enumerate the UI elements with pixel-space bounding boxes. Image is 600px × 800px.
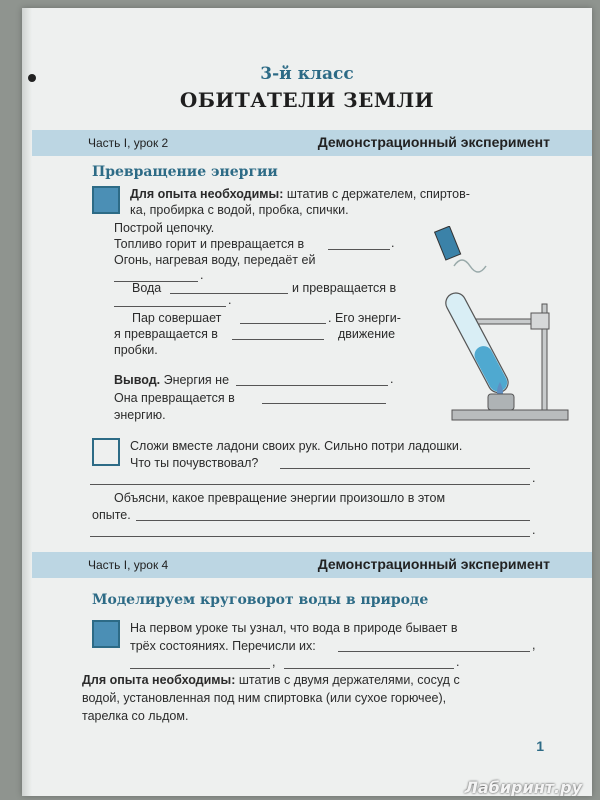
grade-label: 3-й класс bbox=[260, 64, 354, 84]
section1-needs-2: ка, пробирка с водой, пробка, спички. bbox=[130, 203, 349, 217]
section2-mark-box bbox=[92, 620, 120, 648]
explain-line-2: опыте. bbox=[92, 508, 131, 522]
chain-line-3b: и превращается в bbox=[292, 281, 397, 295]
conclusion-line-3: энергию. bbox=[114, 408, 166, 422]
section2-question-2: трёх состояниях. Перечисли их: bbox=[130, 639, 316, 653]
apparatus-illustration bbox=[404, 226, 570, 424]
chain-line-5b: движение bbox=[338, 327, 396, 341]
section2-question-1: На первом уроке ты узнал, что вода в природе бывает в bbox=[130, 621, 458, 635]
task-mark-box[interactable] bbox=[92, 438, 120, 466]
page-spine bbox=[22, 8, 32, 796]
answer-line-6[interactable] bbox=[232, 339, 324, 340]
test-tube bbox=[442, 289, 511, 396]
conclusion-line-1: Вывод. Энергия не bbox=[114, 373, 230, 387]
section1-title: Превращение энергии bbox=[92, 164, 278, 180]
states-answer-2[interactable] bbox=[130, 668, 270, 669]
section2-needs-1: Для опыта необходимы: штатив с двумя держателями, сосуд с bbox=[82, 673, 460, 687]
answer-line-1[interactable] bbox=[328, 249, 390, 250]
section2-title: Моделируем круговорот воды в природе bbox=[92, 592, 429, 608]
conclusion-answer-2[interactable] bbox=[262, 403, 386, 404]
explain-answer-1[interactable] bbox=[136, 520, 530, 521]
chain-line-5a: я превращается в bbox=[114, 327, 218, 341]
watermark-logo: Лабиринт.ру bbox=[464, 778, 582, 796]
states-answer-1[interactable] bbox=[338, 651, 530, 652]
conclusion-answer-1[interactable] bbox=[236, 385, 388, 386]
stand-base bbox=[452, 410, 568, 420]
chain-line-2: Огонь, нагревая воду, передаёт ей bbox=[114, 253, 316, 267]
answer-line-5[interactable] bbox=[240, 323, 326, 324]
cork-stopper bbox=[435, 226, 461, 260]
section2-kind: Демонстрационный эксперимент bbox=[317, 556, 550, 572]
task-line-2: Что ты почувствовал? bbox=[130, 456, 259, 470]
page-number: 1 bbox=[536, 738, 544, 754]
chain-line-6: пробки. bbox=[114, 343, 158, 357]
chain-line-3a: Вода bbox=[132, 281, 162, 295]
section2-band bbox=[32, 552, 592, 578]
chain-line-4b: . Его энерги- bbox=[328, 311, 401, 325]
spirit-lamp bbox=[488, 394, 514, 410]
conclusion-line-2: Она превращается в bbox=[114, 391, 235, 405]
states-answer-3[interactable] bbox=[284, 668, 454, 669]
section1-needs: Для опыта необходимы: штатив с держателем, спиртов- bbox=[130, 187, 470, 201]
section1-mark-box bbox=[92, 186, 120, 214]
task-answer-2[interactable] bbox=[90, 484, 530, 485]
stand-clamp bbox=[531, 313, 549, 329]
workbook-title: ОБИТАТЕЛИ ЗЕМЛИ bbox=[179, 88, 435, 112]
explain-answer-2[interactable] bbox=[90, 536, 530, 537]
task-line-1: Сложи вместе ладони своих рук. Сильно потри ладошки. bbox=[130, 439, 463, 453]
chain-prompt: Построй цепочку. bbox=[114, 221, 215, 235]
task-answer-1[interactable] bbox=[280, 468, 530, 469]
chain-line-1: Топливо горит и превращается в bbox=[114, 237, 305, 251]
answer-line-4[interactable] bbox=[114, 306, 226, 307]
steam-path bbox=[454, 260, 486, 272]
explain-line-1: Объясни, какое превращение энергии произошло в этом bbox=[114, 491, 446, 505]
section1-part: Часть I, урок 2 bbox=[88, 136, 169, 150]
workbook-page: 3-й класс ОБИТАТЕЛИ ЗЕМЛИ Часть I, урок 2 Демонстрационный эксперимент Превращение энергии Для опыта необходимы: штатив с держателем, спиртов- ка, пробирка с водой, пробка, спички. Построй цепочку. Топливо горит и превращается в . Огонь, нагревая воду, передаёт ей . Вода и превращается в . Пар совершает . Его энерги- я превращается в движение пробки. Вывод. Энергия не . Она превращается в энергию. Сложи вместе ладони своих рук. Сильно потри ладошки. Что ты почувствовал? . Объясни, какое превращение энергии произошло в этом опыте. . Часть I, урок 4 Демонстрационный эксперимент Моделируем круговорот воды в природе На первом уроке ты узнал, что вода в природе бывает в трёх состояниях. Перечисли их: , , . Для опыта необходимы: штатив с двумя держателями, сосуд с водой, установленная под ним спиртовка (или сухое горючее), тарелка со льдом. 1 Лабиринт.ру bbox=[22, 8, 592, 796]
chain-line-4a: Пар совершает bbox=[132, 311, 222, 325]
section2-part: Часть I, урок 4 bbox=[88, 558, 169, 572]
section2-needs-2: водой, установленная под ним спиртовка (или сухое горючее), bbox=[82, 691, 447, 705]
section1-kind: Демонстрационный эксперимент bbox=[317, 134, 550, 150]
section1-band bbox=[32, 130, 592, 156]
section2-needs-3: тарелка со льдом. bbox=[82, 709, 189, 723]
